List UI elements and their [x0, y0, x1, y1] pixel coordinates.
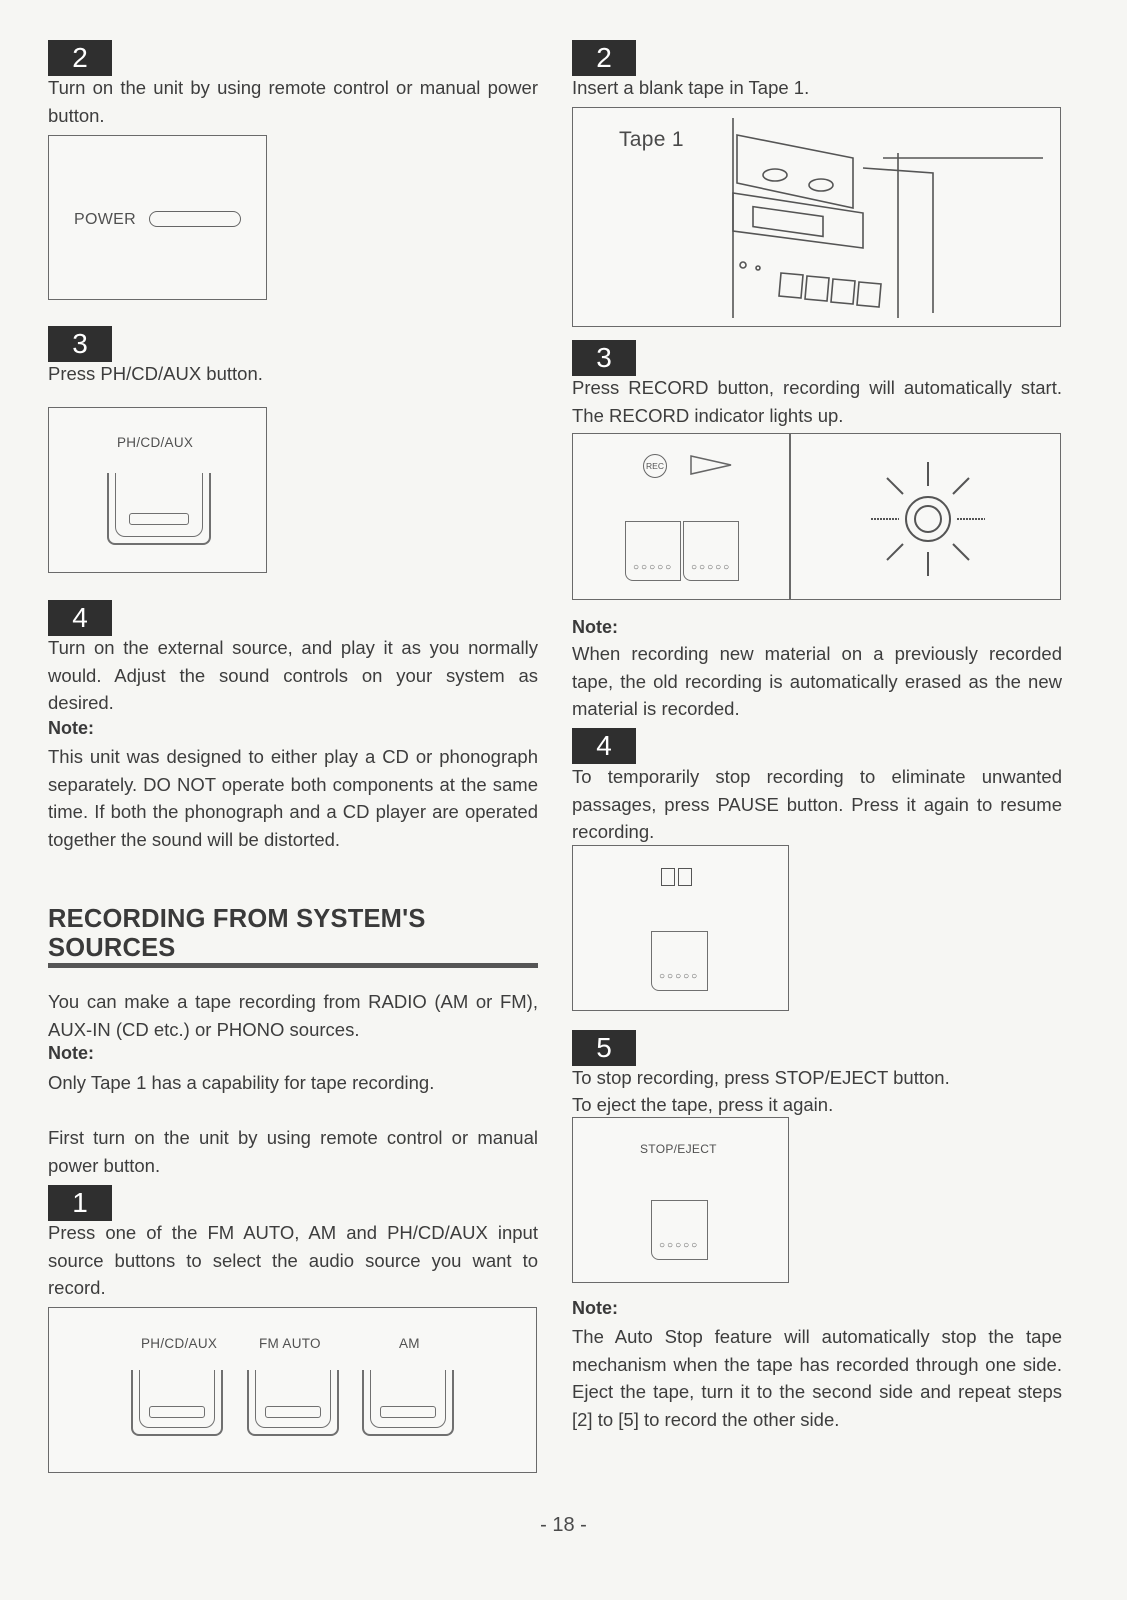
step-5-text-1: To stop recording, press STOP/EJECT button. — [572, 1067, 950, 1088]
ph-cd-aux-button-icon — [107, 473, 211, 545]
section-intro: You can make a tape recording from RADIO (AM or FM), AUX-IN (CD etc.) or PHONO sources. — [48, 991, 538, 1040]
power-button-icon — [149, 211, 241, 227]
step-badge-4-right: 4 — [572, 728, 636, 764]
stop-eject-label: STOP/EJECT — [640, 1142, 717, 1156]
tape-1-label: Tape 1 — [619, 128, 684, 151]
step-5-note-label: Note: — [572, 1298, 618, 1318]
ph-cd-aux-label: PH/CD/AUX — [117, 435, 194, 450]
stop-eject-button-icon — [651, 1200, 708, 1260]
step-3-note-text: When recording new material on a previously recorded tape, the old recording is automatically erased as the new material is recorded. — [572, 643, 1062, 719]
ph-cd-aux-source-button-icon — [131, 1370, 223, 1436]
play-arrow-icon — [689, 454, 733, 476]
step-1-text: Press one of the FM AUTO, AM and PH/CD/AUX input source buttons to select the audio source you want to record. — [48, 1222, 538, 1298]
step-4-right-text: To temporarily stop recording to eliminate unwanted passages, press PAUSE button. Press it again to resume recording. — [572, 766, 1062, 842]
tape-insert-figure — [572, 107, 1061, 327]
ph-cd-aux-figure — [48, 407, 267, 573]
power-label: POWER — [74, 211, 136, 228]
fm-auto-source-label: FM AUTO — [259, 1336, 321, 1351]
step-badge-1: 1 — [48, 1185, 112, 1221]
ph-cd-aux-source-label: PH/CD/AUX — [141, 1336, 218, 1351]
source-buttons-figure — [48, 1307, 537, 1473]
stop-eject-figure — [572, 1117, 789, 1283]
pause-symbol-icon — [661, 868, 695, 888]
play-button-dots: ○○○○○ — [691, 562, 732, 573]
stop-eject-button-dots: ○○○○○ — [659, 1240, 700, 1251]
step-4-note-text: This unit was designed to either play a CD or phonograph separately. DO NOT operate both components at the same time. If both the phonograph and a CD player are operated together the sound will be distorted. — [48, 746, 538, 850]
step-3-right-text: Press RECORD button, recording will automatically start. The RECORD indicator lights up. — [572, 377, 1062, 426]
am-source-label: AM — [399, 1336, 420, 1351]
step-badge-2-right: 2 — [572, 40, 636, 76]
section-note-label: Note: — [48, 1043, 94, 1063]
pause-button-icon — [651, 931, 708, 991]
record-figure — [572, 433, 1061, 600]
step-badge-4-left: 4 — [48, 600, 112, 636]
fm-auto-source-button-icon — [247, 1370, 339, 1436]
step-5-note-text: The Auto Stop feature will automatically stop the tape mechanism when the tape has recorded through one side. Eject the tape, turn it to the second side and repeat steps [2] to [5] to record the other side. — [572, 1326, 1062, 1430]
pause-figure — [572, 845, 789, 1011]
step-2-right-text: Insert a blank tape in Tape 1. — [572, 77, 810, 98]
rec-button-dots: ○○○○○ — [633, 562, 674, 573]
step-badge-5: 5 — [572, 1030, 636, 1066]
section-title: RECORDING FROM SYSTEM'S SOURCES — [48, 905, 426, 962]
section-rule — [48, 963, 538, 968]
section-first-step: First turn on the unit by using remote control or manual power button. — [48, 1127, 538, 1176]
page-number: - 18 - — [540, 1514, 587, 1536]
step-badge-3-right: 3 — [572, 340, 636, 376]
step-3-left-text: Press PH/CD/AUX button. — [48, 363, 263, 384]
rec-icon: REC — [643, 454, 667, 478]
step-4-note-label: Note: — [48, 718, 94, 738]
step-2-left-text: Turn on the unit by using remote control or manual power button. — [48, 77, 538, 126]
step-5-text-2: To eject the tape, press it again. — [572, 1094, 834, 1115]
step-badge-3-left: 3 — [48, 326, 112, 362]
cassette-deck-illustration — [713, 113, 1053, 323]
power-figure — [48, 135, 267, 300]
step-badge-2-left: 2 — [48, 40, 112, 76]
record-figure-divider — [789, 434, 791, 599]
step-4-left-text: Turn on the external source, and play it as you normally would. Adjust the sound controls on your system as desired. — [48, 637, 538, 713]
record-indicator-light-icon — [863, 454, 993, 584]
step-3-note-label: Note: — [572, 617, 618, 637]
am-source-button-icon — [362, 1370, 454, 1436]
section-note-text: Only Tape 1 has a capability for tape recording. — [48, 1072, 435, 1093]
pause-button-dots: ○○○○○ — [659, 971, 700, 982]
